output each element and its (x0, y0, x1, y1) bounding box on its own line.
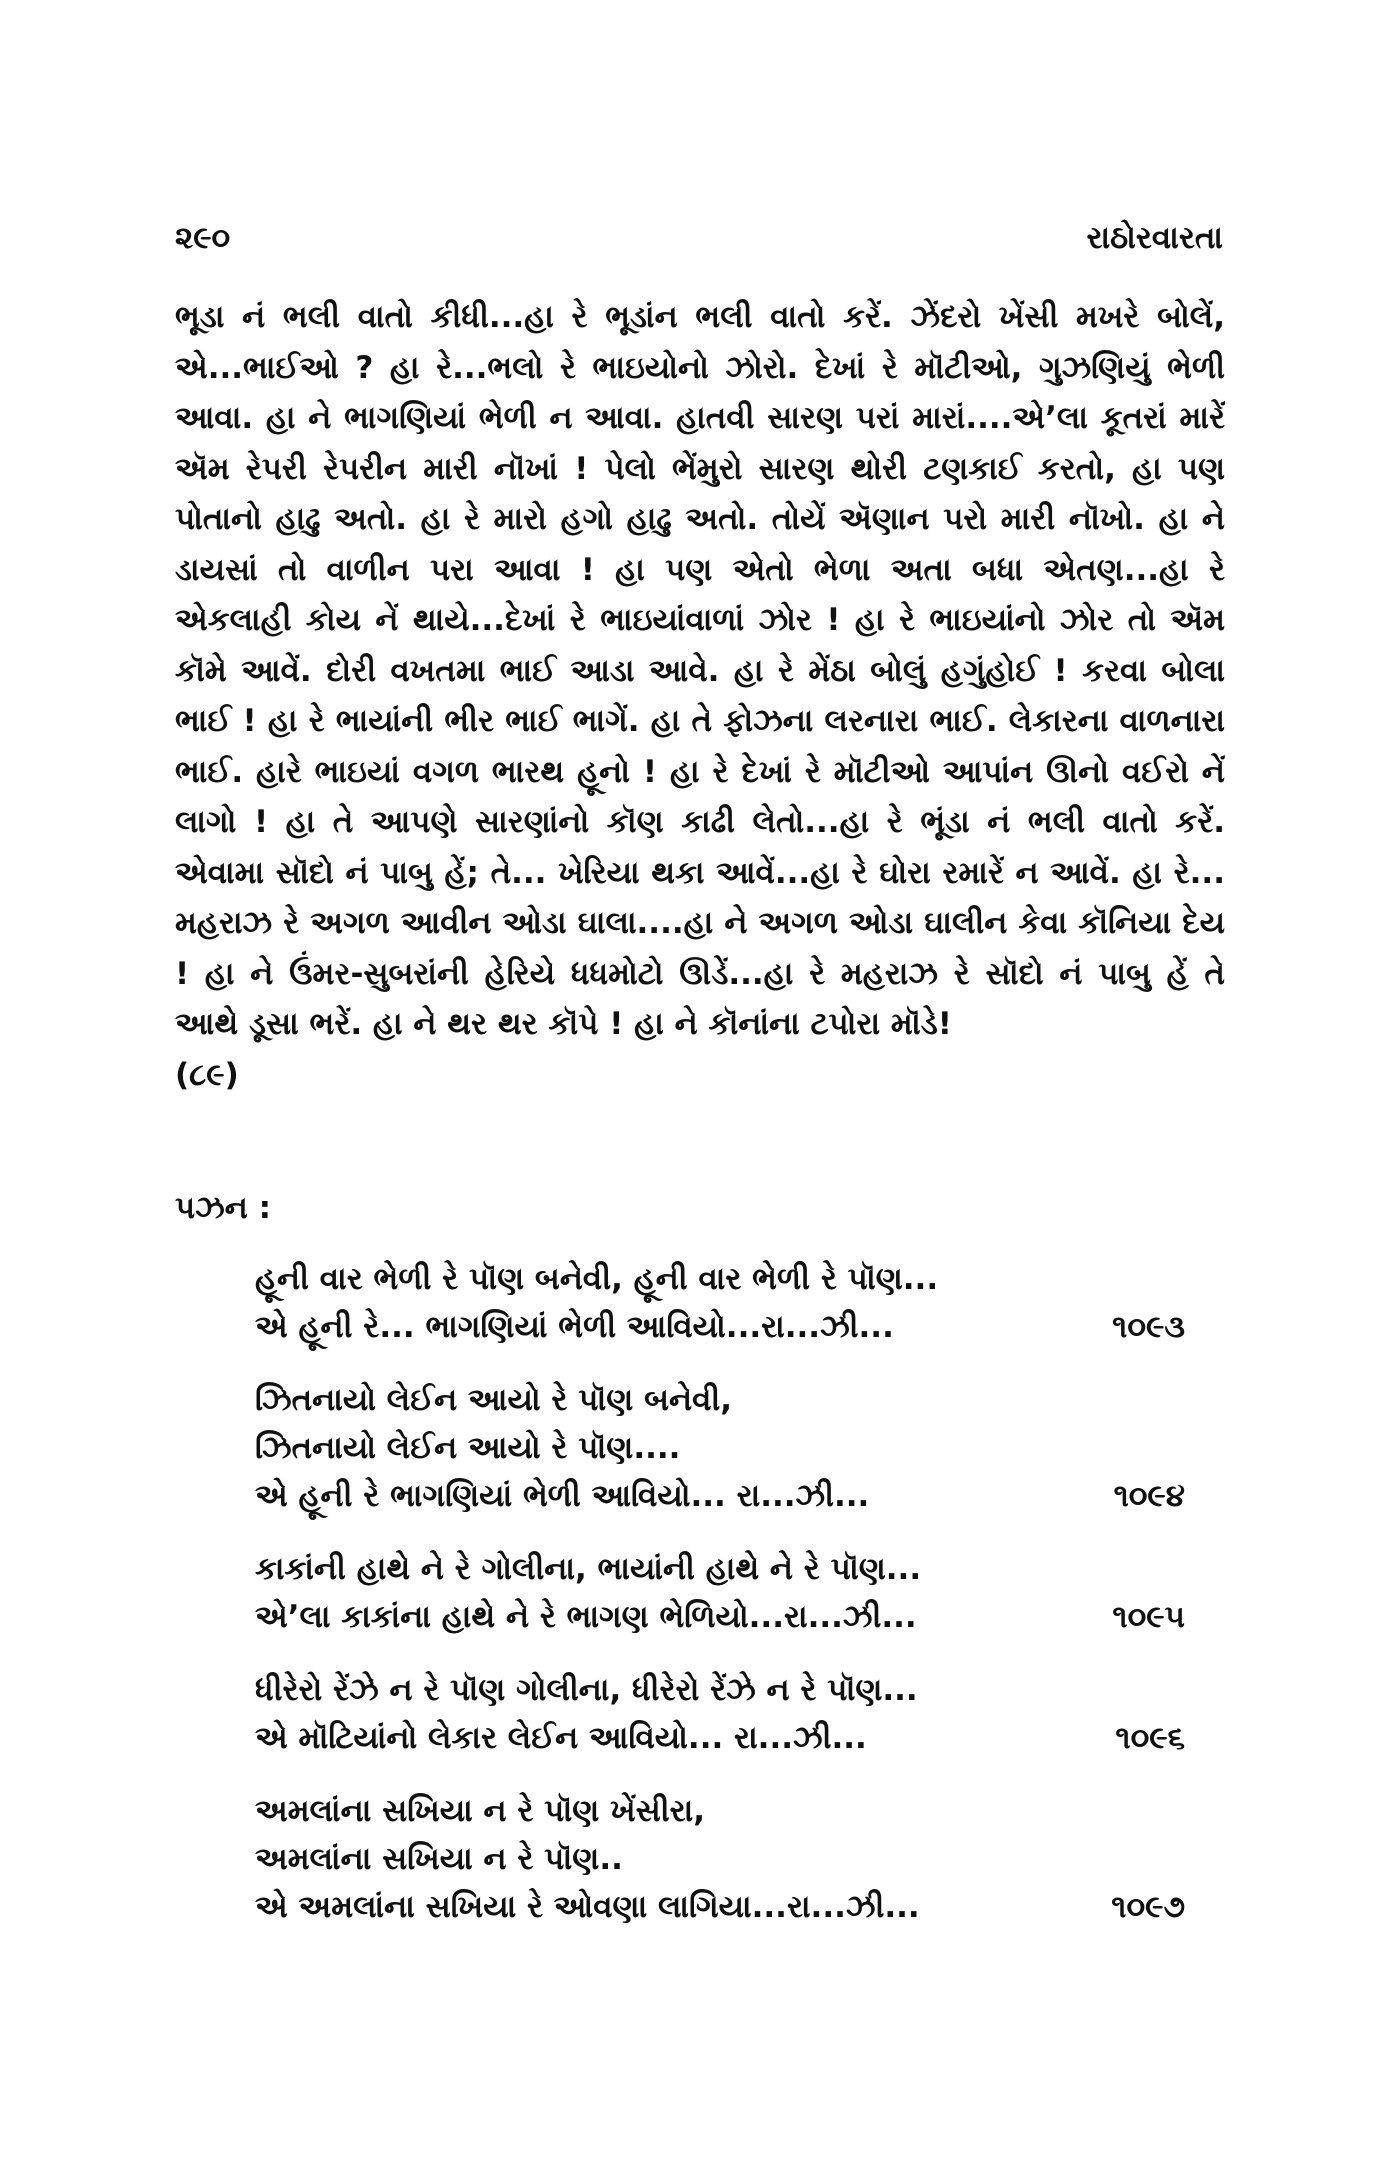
page-header (175, 200, 1223, 260)
verse-number: ૧૦૯૩ (1112, 1309, 1185, 1345)
verse-text: એ હૂની રે ભાગણિયાં ભેળી આવિયો... રા...ઝી... (255, 1478, 870, 1514)
verse-text: એ અમલાંના સખિયા રે ઓવણા લાગિયા...રા...ઝી... (255, 1889, 920, 1925)
verse-line (255, 1303, 1185, 1351)
verse-number: ૧૦૯૭ (1111, 1889, 1185, 1925)
verse-text: એ હૂની રે... ભાગણિયાં ભેળી આવિયો...રા...ઝી... (255, 1309, 894, 1345)
stanza (255, 1787, 1185, 1931)
stanza (255, 1255, 1185, 1351)
verse-line (255, 1883, 1185, 1931)
stanza (255, 1376, 1185, 1520)
verse-text: અમલાંના સખિયા ન રે પૉણ.. (255, 1841, 623, 1877)
verse-text: હૂની વાર ભેળી રે પૉણ બનેવી, હૂની વાર ભેળી રે પૉણ... (255, 1261, 939, 1297)
verse-line (255, 1545, 1185, 1593)
verse-line (255, 1424, 1185, 1472)
section-label: પઝન : (175, 1190, 271, 1226)
verse-line (255, 1472, 1185, 1520)
stanza (255, 1666, 1185, 1762)
verse-number: ૧૦૯૬ (1115, 1720, 1185, 1756)
running-title: રાઠોરવારતા (1086, 220, 1223, 256)
verse-line (255, 1787, 1185, 1835)
verse-text: ધીરેરો રેંઝે ન રે પૉણ ગોલીના, ધીરેરો રેંઝે ન રે પૉણ... (255, 1672, 918, 1708)
stanza (255, 1545, 1185, 1641)
verse-line (255, 1255, 1185, 1303)
verse-text: એ મૉટિયાંનો લેકાર લેઈન આવિયો... રા...ઝી... (255, 1720, 867, 1756)
verse-text: ઝિતનાયો લેઈન આયો રે પૉણ.... (255, 1430, 681, 1466)
prose-note-number: (૮૯) (175, 1056, 239, 1093)
verse-text: કાકાંની હાથે ને રે ગોલીના, ભાયાંની હાથે ને રે પૉણ... (255, 1551, 922, 1587)
verse-line (255, 1835, 1185, 1883)
verse-line (255, 1593, 1185, 1641)
verse-line (255, 1666, 1185, 1714)
verse-list (255, 1255, 1185, 1956)
verse-text: અમલાંના સખિયા ન રે પૉણ ખેંસીરા, (255, 1793, 705, 1829)
verse-number: ૧૦૯૪ (1113, 1478, 1185, 1514)
prose-text: ભૂડા નં ભલી વાતો કીધી...હા રે ભૂડાંન ભલી વાતો કરેં. ઝેંદરો ખેંસી મખરે બોલેં, એ...ભાઈઓ ? હા રે...ભલો રે ભાઇયોનો ઝોરો. દેખાં રે મૉટીઓ, ગુઝણિયું ભેળી આવા. હા ને ભાગણિયાં ભેળી ન આવા. હાતવી સારણ પરાં મારાં....એ’લા કૂતરાં મારેં ઍમ રેપરી રેપરીન મારી નૉખાં ! પેલો ભેંમુરો સારણ થોરી ટણકાઈ કરતો, હા પણ પોતાનો હાઢુ અતો. હા રે મારો હગો હાઢુ અતો. તોયેં ઍણાન પરો મારી નૉખો. હા ને ડાયસાં તો વાળીન પરા આવા ! હા પણ એતો ભેળા અતા બધા એતણ...હા રે એકલાહી કોય નેં થાયે...દેખાં રે ભાઇયાંવાળાં ઝોર ! હા રે ભાઇયાંનો ઝોર તો ઍમ કૉમે આવેં. દોરી વખતમા ભાઈ આડા આવે. હા રે મેંઠા બોલું હગુંહોઈ ! કરવા બોલા ભાઈ ! હા રે ભાયાંની ભીર ભાઈ ભાગેં. હા તે ફોઝના લરનારા ભાઈ. લેકારના વાળનારા ભાઈ. હારે ભાઇયાં વગળ ભારથ હૂનો ! હા રે દેખાં રે મૉટીઓ આપાંન ઊનો વઈરો નેં લાગો ! હા તે આપણે સારણાંનો કૉણ કાઢી લેતો...હા રે ભૂંડા નં ભલી વાતો કરેં. એવામા સૉદો નં પાબુ હેં; તે... ખેરિયા થકા આવેં...હા રે ઘોરા રમારેં ન આવેં. હા રે... મહરાઝ રે અગળ આવીન ઓડા ઘાલા....હા ને અગળ ઓડા ઘાલીન કેવા કૉનિયા દેય ! હા ને ઉંમર-સુબરાંની હેરિયે ધધમોટો ઊડેં...હા રે મહરાઝ રે સૉદો નં પાબુ હેં તે આથે ડૂસા ભરેં. હા ને થર થર કૉપે ! હા ને કૉનાંના ટપોરા મૉડે! (175, 299, 1225, 1042)
verse-line (255, 1714, 1185, 1762)
prose-paragraph (175, 292, 1225, 1100)
verse-text: એ’લા કાકાંના હાથે ને રે ભાગણ ભેળિયો...રા...ઝી... (255, 1599, 917, 1635)
verse-number: ૧૦૯૫ (1112, 1599, 1185, 1635)
verse-text: ઝિતનાયો લેઈન આયો રે પૉણ બનેવી, (255, 1382, 733, 1418)
verse-line (255, 1376, 1185, 1424)
page-number: ૨૯૦ (175, 220, 231, 256)
